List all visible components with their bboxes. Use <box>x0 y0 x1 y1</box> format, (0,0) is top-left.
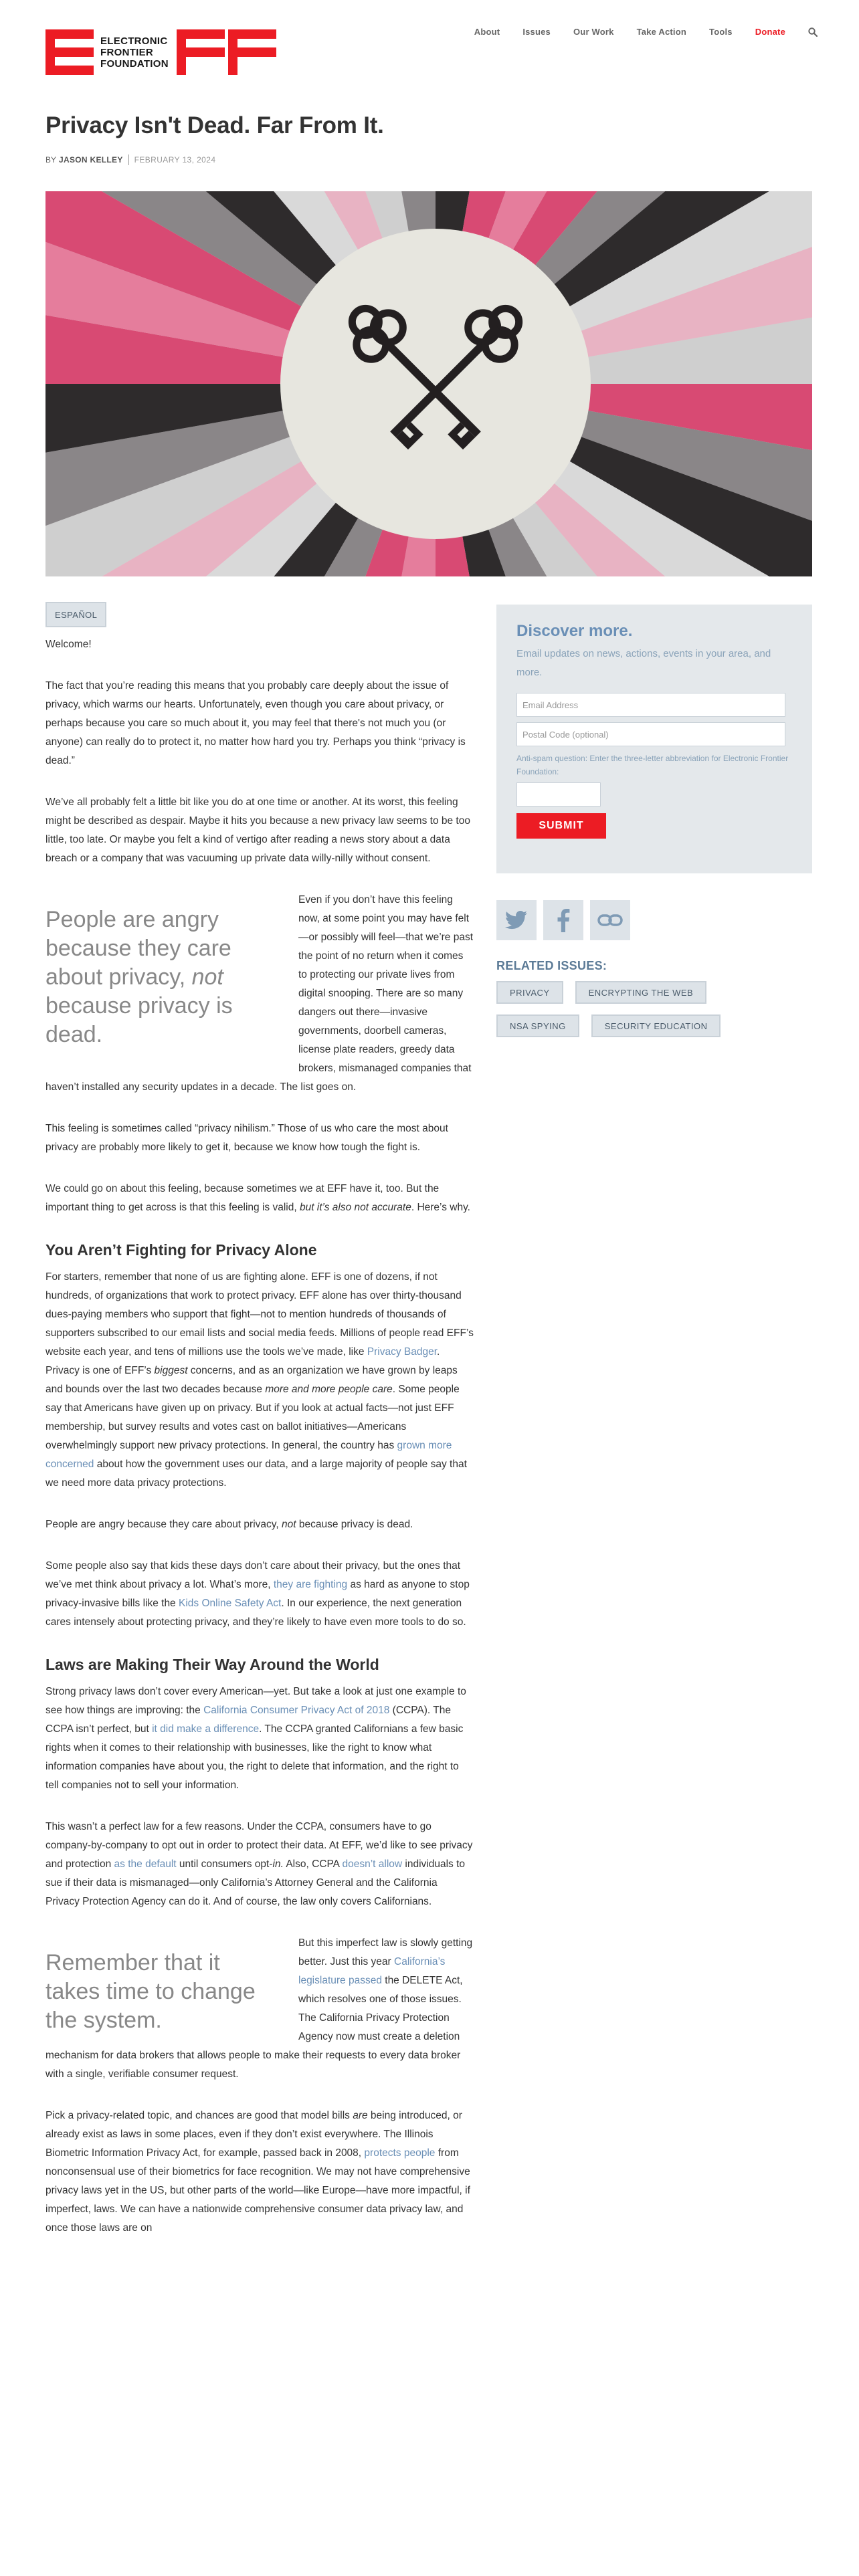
doesnt-allow-link[interactable]: doesn’t allow <box>342 1858 403 1870</box>
p6-text-b: . Privacy is one of EFF’s <box>45 1346 440 1376</box>
grown-more-concerned-link[interactable]: grown more concerned <box>45 1440 452 1470</box>
main-nav <box>474 27 818 37</box>
language-espanol-button[interactable]: ESPAÑOL <box>45 602 106 627</box>
pullquote-section-1 <box>45 891 474 1119</box>
welcome-text: Welcome! <box>45 639 92 650</box>
p10-text-d: individuals to sue if their data is mismanaged—only California’s Attorney General and the California Privacy Protection Agency can do it. And of course, the law only covers Californians. <box>45 1858 465 1907</box>
nav-issues[interactable]: Issues <box>522 27 551 37</box>
section-heading-2: Laws are Making Their Way Around the World <box>45 1656 379 1673</box>
facebook-share-button[interactable] <box>543 900 583 940</box>
link-icon <box>597 914 623 927</box>
hero-illustration <box>45 191 812 576</box>
paragraph-3: Even if you don’t have this feeling now, at some point you may have felt—or possibly will feel—that we’re past the point of no return when it comes to protecting our private lives from digital snooping. There are so many dangers out there—invasive governments, doorbell cameras, license plate readers, greedy data brokers, mismanaged companies that haven’t installed any security updates in a decade. The list goes on. <box>45 894 474 1093</box>
p5-emphasis: but it’s also not accurate <box>299 1202 411 1213</box>
p6-emphasis-1: biggest <box>154 1365 188 1376</box>
twitter-icon <box>505 911 528 930</box>
paragraph-10 <box>45 1818 474 1911</box>
p5-text-a: We could go on about this feeling, because sometimes we at EFF have it, too. But the important thing to get across is that this feeling is valid, <box>45 1183 440 1213</box>
p9-text-a: Strong privacy laws don’t cover every American—yet. But take a look at just one example to see how things are improving: the <box>45 1686 466 1716</box>
p12-text-a: Pick a privacy-related topic, and chances are good that model bills <box>45 2110 353 2121</box>
related-issues-tags <box>496 981 791 1037</box>
submit-button[interactable]: SUBMIT <box>516 813 606 839</box>
pullquote-1-part-b: because privacy is dead. <box>45 993 233 1047</box>
logo-line-2: FRONTIER <box>100 46 154 58</box>
p9-text-c: . The CCPA granted Californians a few basic rights when it comes to their relationship with businesses, like the right to know what information companies have about you, the right to delete that information, and the right to tell companies not to sell your information. <box>45 1723 464 1791</box>
tag-nsa-spying[interactable]: NSA SPYING <box>496 1014 579 1037</box>
nav-our-work[interactable]: Our Work <box>573 27 614 37</box>
p12-emphasis: are <box>353 2110 368 2121</box>
p10-emphasis: in. <box>272 1858 284 1870</box>
post-date: FEBRUARY 13, 2024 <box>134 155 216 165</box>
copy-link-button[interactable] <box>590 900 630 940</box>
newsletter-signup-box <box>496 605 812 873</box>
p9-text-b: (CCPA). The CCPA isn’t perfect, but <box>45 1705 451 1735</box>
privacy-badger-link[interactable]: Privacy Badger <box>367 1346 438 1358</box>
hero-image <box>45 191 812 576</box>
paragraph-6 <box>45 1268 474 1493</box>
p7-emphasis: not <box>281 1519 296 1530</box>
page-title: Privacy Isn't Dead. Far From It. <box>45 112 384 138</box>
p6-text-a: For starters, remember that none of us are fighting alone. EFF is one of dozens, if not hundreds, of organizations that work to protect privacy. EFF alone has over thirty-thousand dues-paying members who support that fight—not to mention hundreds of thousands of supporters subscribed to our email lists and social media feeds. Millions of people read EFF’s website each year, and tens of millions use the tools we’ve made, like <box>45 1271 474 1358</box>
social-share-buttons <box>496 900 812 940</box>
email-field[interactable]: Email Address <box>516 693 785 717</box>
byline-prefix: BY <box>45 155 57 165</box>
p12-text-b: being introduced, or already exist as laws in some places, even if they don’t exist everywhere. The Illinois Biometric Information Privacy Act, for example, passed back in 2008, <box>45 2110 462 2159</box>
nav-donate[interactable]: Donate <box>755 27 785 37</box>
byline-divider <box>128 154 129 165</box>
pullquote-1-part-a: People are angry because they care about privacy, <box>45 907 231 990</box>
postal-code-field[interactable]: Postal Code (optional) <box>516 722 785 746</box>
eff-logo[interactable] <box>45 29 276 75</box>
pullquote-1 <box>45 905 278 1049</box>
paragraph-8 <box>45 1557 474 1632</box>
p10-text-a: This wasn’t a perfect law for a few reasons. Under the CCPA, consumers have to go company-by-company to opt out in order to protect their data. At EFF, we’d like to see privacy and protection <box>45 1821 473 1870</box>
p8-text-c: . In our experience, the next generation cares intensely about protecting privacy, and they’re likely to have even more tools to do so. <box>45 1598 466 1628</box>
tag-encrypting-the-web[interactable]: ENCRYPTING THE WEB <box>575 981 707 1004</box>
antispam-answer-field[interactable] <box>516 782 601 807</box>
eff-logo-text <box>100 29 169 75</box>
related-issues-title: RELATED ISSUES: <box>496 959 607 972</box>
site-header <box>0 0 859 107</box>
tag-security-education[interactable]: SECURITY EDUCATION <box>591 1014 721 1037</box>
p12-text-c: from nonconsensual use of their biometrics for face recognition. We may not have comprehensive privacy laws yet in the US, but other parts of the world—like Europe—have more impactful, if imperfect, laws. We can have a nationwide comprehensive consumer data privacy law, and once those laws are on <box>45 2147 470 2234</box>
p10-text-c: Also, CCPA <box>283 1858 343 1870</box>
nav-tools[interactable]: Tools <box>709 27 733 37</box>
article-body <box>45 635 474 2260</box>
they-are-fighting-link[interactable]: they are fighting <box>273 1579 348 1590</box>
p7-text-b: because privacy is dead. <box>296 1519 413 1530</box>
p7-text-a: People are angry because they care about privacy, <box>45 1519 282 1530</box>
search-icon[interactable] <box>808 27 818 37</box>
p8-text-a: Some people also say that kids these days don’t care about their privacy, but the ones that we’ve met think about privacy a lot. What’s more, <box>45 1560 461 1590</box>
p11-text-a: But this imperfect law is slowly getting better. Just this year <box>298 1937 473 1967</box>
paragraph-2: We’ve all probably felt a little bit like you do at one time or another. At its worst, this feeling might be described as despair. Maybe it hits you because a new privacy law seems to be too little, too late. Or maybe you felt a kind of vertigo after reading a news story about a data breach or a company that was vacuuming up private data willy-nilly without consent. <box>45 796 470 864</box>
hero-center-circle <box>280 229 591 539</box>
logo-line-3: FOUNDATION <box>100 58 169 70</box>
nav-about[interactable]: About <box>474 27 500 37</box>
pullquote-section-2 <box>45 1934 474 2107</box>
paragraph-9 <box>45 1683 474 1795</box>
p11-text-b: the DELETE Act, which resolves one of those issues. The California Privacy Protection Agency now must create a deletion mechanism for data brokers that allows people to make their requests to every data broker with a single, verifiable consumer request. <box>45 1975 463 2080</box>
p6-text-e: about how the government uses our data, and a large majority of people say that we need more data privacy protections. <box>45 1459 467 1489</box>
as-the-default-link[interactable]: as the default <box>114 1858 177 1870</box>
antispam-question: Anti-spam question: Enter the three-letter abbreviation for Electronic Frontier Foundation: <box>516 754 789 776</box>
paragraph-7 <box>45 1515 474 1534</box>
paragraph-5 <box>45 1180 474 1217</box>
author-link[interactable]: JASON KELLEY <box>59 155 123 165</box>
p6-text-c: concerns, and as an organization we have grown by leaps and bounds over the last two decades because <box>45 1365 458 1395</box>
did-make-a-difference-link[interactable]: it did make a difference <box>152 1723 260 1735</box>
p8-text-b: as hard as anyone to stop privacy-invasive bills like the <box>45 1579 470 1609</box>
paragraph-1: The fact that you’re reading this means that you probably care deeply about the issue of privacy, which warms our hearts. Unfortunately, even though you care about privacy, or perhaps because you care so much about it, you may feel that there's not much you (or anyone) can really do to protect it, no matter how hard you try. Perhaps you think “privacy is dead.” <box>45 680 466 766</box>
tag-privacy[interactable]: PRIVACY <box>496 981 563 1004</box>
byline <box>45 154 215 165</box>
p5-text-b: . Here’s why. <box>411 1202 470 1213</box>
p10-text-b: until consumers opt- <box>176 1858 273 1870</box>
paragraph-12 <box>45 2107 474 2238</box>
paragraph-4: This feeling is sometimes called “privacy nihilism.” Those of us who care the most about privacy are probably more likely to get it, because we know how tough the fight is. <box>45 1123 448 1153</box>
section-heading-1: You Aren’t Fighting for Privacy Alone <box>45 1241 317 1259</box>
twitter-share-button[interactable] <box>496 900 537 940</box>
nav-take-action[interactable]: Take Action <box>636 27 687 37</box>
pullquote-1-emphasis: not <box>191 964 223 990</box>
p6-text-d: . Some people say that Americans have given up on privacy. But if you look at actual facts—not just EFF membership, but survey results and votes cast on ballot initiatives—Americans overwhelmingly support new privacy protections. In general, the country has <box>45 1384 460 1451</box>
california-legislature-passed-link[interactable]: California’s legislature passed <box>298 1956 446 1986</box>
sidebar <box>496 605 812 1037</box>
p6-emphasis-2: more and more people care <box>265 1384 393 1395</box>
pullquote-2: Remember that it takes time to change the system. <box>45 1950 256 2033</box>
protects-people-link[interactable]: protects people <box>364 2147 436 2159</box>
facebook-icon <box>557 908 570 932</box>
kids-online-safety-act-link[interactable]: Kids Online Safety Act <box>179 1598 282 1609</box>
discover-title: Discover more. <box>516 622 633 640</box>
discover-subtitle: Email updates on news, actions, events in your area, and more. <box>516 648 771 678</box>
logo-line-1: ELECTRONIC <box>100 35 168 47</box>
ccpa-link[interactable]: California Consumer Privacy Act of 2018 <box>203 1705 390 1716</box>
